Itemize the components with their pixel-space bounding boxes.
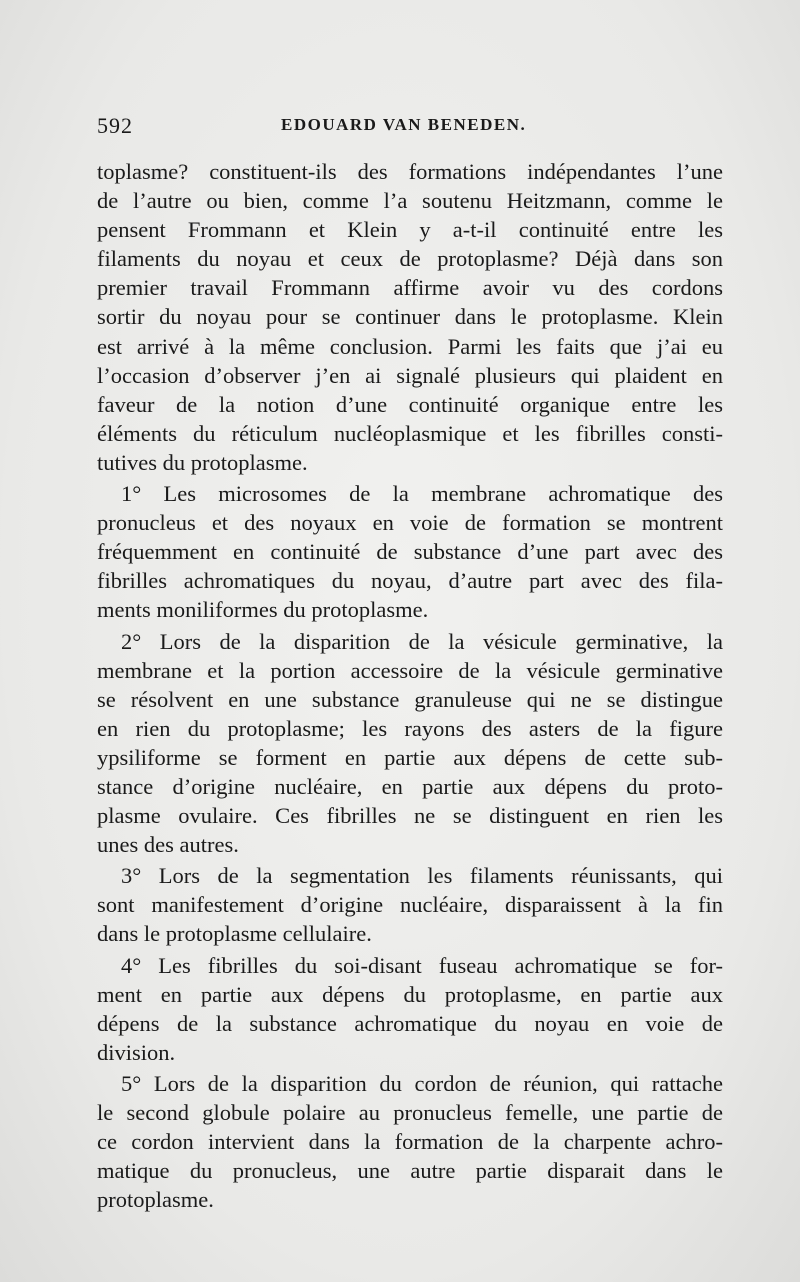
text-line: dans le protoplasme cellulaire.	[97, 921, 372, 947]
text-line: en rien du protoplasme; les rayons des asters de la figure	[97, 715, 723, 741]
text-line: pronucleus et des noyaux en voie de formation se montrent	[97, 510, 723, 536]
text-line: division.	[97, 1039, 176, 1065]
text-line: fréquemment en continuité de substance d’une part avec des	[97, 539, 723, 565]
text-line: faveur de la notion d’une continuité organique entre les	[97, 391, 723, 417]
text-line: se résolvent en une substance granuleuse qui ne se distingue	[97, 686, 723, 712]
paragraph-point-2	[97, 627, 723, 860]
paragraph-point-3	[97, 861, 723, 948]
paragraph-point-5	[97, 1069, 723, 1214]
text-line: plasme ovulaire. Ces fibrilles ne se distinguent en rien les	[97, 803, 723, 829]
text-line: tutives du protoplasme.	[97, 449, 308, 475]
text-line: stance d’origine nucléaire, en partie aux dépens du proto-	[97, 773, 723, 799]
text-line: 4° Les fibrilles du soi-disant fuseau achromatique se for-	[121, 952, 723, 978]
text-line: ypsiliforme se forment en partie aux dépens de cette sub-	[97, 744, 723, 770]
text-line: 3° Lors de la segmentation les filaments réunissants, qui	[121, 863, 723, 889]
text-line: sortir du noyau pour se continuer dans le protoplasme. Klein	[97, 304, 723, 330]
text-line: pensent Frommann et Klein y a-t-il continuité entre les	[97, 217, 723, 243]
text-line: ment en partie aux dépens du protoplasme, en partie aux	[97, 981, 723, 1007]
text-line: 2° Lors de la disparition de la vésicule germinative, la	[121, 628, 723, 654]
text-line: filaments du noyau et ceux de protoplasme? Déjà dans son	[97, 246, 723, 272]
text-line: l’occasion d’observer j’en ai signalé plusieurs qui plaident en	[97, 362, 723, 388]
paragraph-intro	[97, 157, 723, 477]
text-line: membrane et la portion accessoire de la vésicule germinative	[97, 657, 723, 683]
text-line: 1° Les microsomes de la membrane achromatique des	[121, 481, 723, 507]
text-line: le second globule polaire au pronucleus femelle, une partie de	[97, 1100, 723, 1125]
body-text	[97, 157, 723, 1214]
paragraph-point-4	[97, 951, 723, 1067]
text-line: unes des autres.	[97, 832, 239, 858]
paragraph-point-1	[97, 479, 723, 624]
running-head: EDOUARD VAN BENEDEN.	[281, 115, 527, 134]
text-line: matique du pronucleus, une autre partie disparait dans le	[97, 1158, 723, 1184]
text-line: ments moniliformes du protoplasme.	[97, 597, 429, 623]
text-line: protoplasme.	[97, 1187, 214, 1213]
text-line: sont manifestement d’origine nucléaire, disparaissent à la fin	[97, 892, 723, 918]
text-line: ce cordon intervient dans la formation de la charpente achro-	[97, 1129, 723, 1155]
page-number: 592	[97, 113, 133, 138]
text-line: de l’autre ou bien, comme l’a soutenu Heitzmann, comme le	[97, 188, 723, 214]
text-line: est arrivé à la même conclusion. Parmi les faits que j’ai eu	[97, 333, 723, 359]
text-line: dépens de la substance achromatique du noyau en voie de	[97, 1010, 723, 1036]
text-line: 5° Lors de la disparition du cordon de réunion, qui rattache	[121, 1070, 723, 1096]
text-line: toplasme? constituent-ils des formations indépendantes l’une	[97, 159, 723, 184]
page-header	[97, 113, 700, 143]
text-line: fibrilles achromatiques du noyau, d’autre part avec des fila-	[97, 568, 723, 594]
text-line: premier travail Frommann affirme avoir vu des cordons	[97, 275, 723, 301]
text-line: éléments du réticulum nucléoplasmique et les fibrilles consti-	[97, 420, 723, 446]
